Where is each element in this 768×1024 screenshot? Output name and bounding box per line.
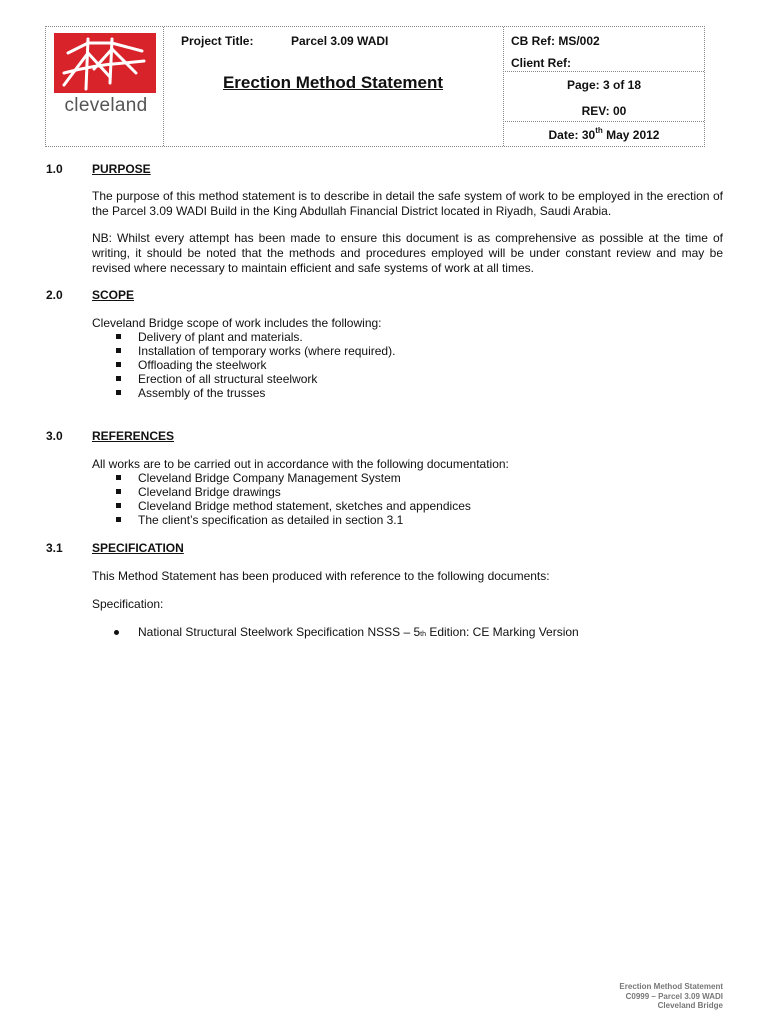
footer-line: Cleveland Bridge xyxy=(657,1001,723,1010)
specification-item xyxy=(138,625,579,639)
section-heading-references: REFERENCES xyxy=(92,429,175,443)
spec-item-suffix: Edition: CE Marking Version xyxy=(425,625,579,639)
list-item: Erection of all structural steelwork xyxy=(92,372,395,386)
section-number: 3.0 xyxy=(46,429,63,443)
page-number: Page: 3 of 18 xyxy=(566,78,642,92)
project-title-value: Parcel 3.09 WADI xyxy=(291,34,389,48)
specification-intro: This Method Statement has been produced with reference to the following documents: xyxy=(92,569,550,583)
specification-label: Specification: xyxy=(92,597,164,611)
footer-line: C0999 – Parcel 3.09 WADI xyxy=(625,991,723,1001)
references-list xyxy=(92,471,471,527)
client-ref: Client Ref: xyxy=(511,56,571,70)
spec-item-subscript: th xyxy=(420,631,426,638)
header-table xyxy=(45,26,705,147)
document-title: Erection Method Statement xyxy=(222,73,444,92)
section-number: 3.1 xyxy=(46,541,63,555)
date-superscript: th xyxy=(595,126,603,135)
list-item: Cleveland Bridge Company Management System xyxy=(92,471,471,485)
scope-list xyxy=(92,330,395,400)
project-title-label: Project Title: xyxy=(181,34,254,48)
list-item: Installation of temporary works (where required). xyxy=(92,344,395,358)
list-item: Delivery of plant and materials. xyxy=(92,330,395,344)
header-divider xyxy=(503,121,704,122)
revision: REV: 00 xyxy=(581,104,627,118)
list-item: The client’s specification as detailed in section 3.1 xyxy=(92,513,471,527)
section-heading-scope: SCOPE xyxy=(92,288,135,302)
footer-line: Erection Method Statement xyxy=(619,982,723,991)
nb-paragraph: NB: Whilst every attempt has been made to ensure this document is as comprehensive as possible at the time of writing, it should be noted that the methods and procedures employed will be under constant review and may be revised where necessary to maintain efficient and safe systems of work at all times. xyxy=(92,231,723,275)
list-item: Cleveland Bridge drawings xyxy=(92,485,471,499)
date-prefix: Date: 30 xyxy=(548,128,596,142)
scope-intro: Cleveland Bridge scope of work includes the following: xyxy=(92,316,382,330)
page-footer xyxy=(619,982,723,1011)
section-heading-purpose: PURPOSE xyxy=(92,162,151,176)
spec-item-prefix: National Structural Steelwork Specification NSSS – 5 xyxy=(138,625,421,639)
list-item: Cleveland Bridge method statement, sketches and appendices xyxy=(92,499,471,513)
document-date xyxy=(503,128,705,142)
list-item: Offloading the steelwork xyxy=(92,358,395,372)
section-number: 1.0 xyxy=(46,162,63,176)
bullet-dot-icon xyxy=(114,630,119,635)
references-intro: All works are to be carried out in accordance with the following documentation: xyxy=(92,457,509,471)
list-item: Assembly of the trusses xyxy=(92,386,395,400)
bridge-logo-icon xyxy=(54,33,156,93)
section-heading-specification: SPECIFICATION xyxy=(92,541,184,555)
purpose-paragraph: The purpose of this method statement is to describe in detail the safe system of work to be employed in the erection of the Parcel 3.09 WADI Build in the King Abdullah Financial District located in Riyadh, Saudi Arabia. xyxy=(92,189,723,218)
section-number: 2.0 xyxy=(46,288,63,302)
logo-wordmark: cleveland xyxy=(64,95,148,116)
header-divider xyxy=(503,71,704,72)
date-suffix: May 2012 xyxy=(602,128,660,142)
cleveland-logo xyxy=(54,33,158,139)
cb-ref: CB Ref: MS/002 xyxy=(511,34,600,48)
